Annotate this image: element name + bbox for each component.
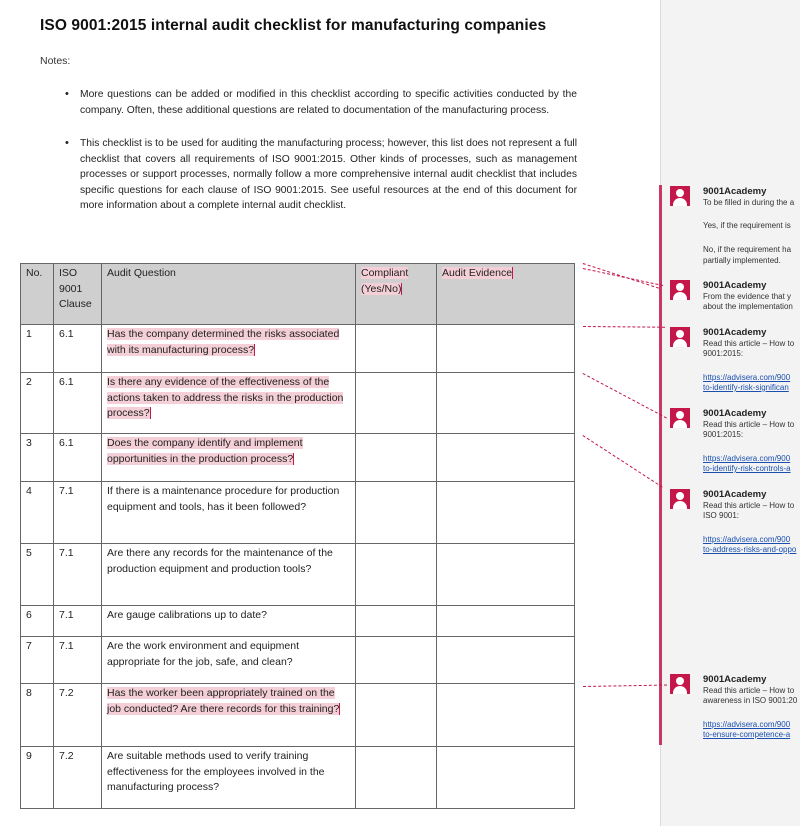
note-item: • This checklist is to be used for auditing the manufacturing process; however, this list does not represent a full checklist that covers all requirements of ISO 9001:2015. Other kinds of processes, such as management processes or support processes, normally follow a more comprehensive internal audit checklist that includes specific questions for each clause of ISO 9001:2015. See useful resources at the end of this document for more information about a complete internal audit checklist. [80, 136, 577, 214]
row-question[interactable]: Are there any records for the maintenance of the production equipment and production tools? [102, 544, 356, 606]
comment-link[interactable]: to-identify-risk-controls-a [703, 464, 791, 473]
header-evidence [437, 264, 575, 325]
header-clause: ISO 9001 Clause [54, 264, 102, 325]
row-no: 1 [21, 325, 54, 373]
header-compliant [356, 264, 437, 325]
compliant-cell[interactable] [356, 373, 437, 434]
evidence-cell[interactable] [437, 637, 575, 684]
comment-author: 9001Academy [703, 408, 767, 419]
comment-author: 9001Academy [703, 674, 767, 685]
evidence-cell[interactable] [437, 325, 575, 373]
comment-text: Read this article – How to [703, 501, 795, 510]
row-no: 2 [21, 373, 54, 434]
question-text: Has the company determined the risks associated with its manufacturing process? [107, 328, 340, 356]
comment-author: 9001Academy [703, 280, 767, 291]
row-no: 4 [21, 482, 54, 544]
table-row [21, 373, 575, 434]
row-no: 9 [21, 747, 54, 809]
comment-link[interactable]: to-address-risks-and-oppo [703, 545, 797, 554]
comment-text: To be filled in during the a [703, 198, 795, 207]
table-row [21, 637, 575, 684]
comment-text: partially implemented. [703, 256, 781, 265]
row-no: 3 [21, 434, 54, 482]
evidence-cell[interactable] [437, 373, 575, 434]
compliant-cell[interactable] [356, 747, 437, 809]
row-clause: 6.1 [54, 373, 102, 434]
row-question[interactable]: If there is a maintenance procedure for production equipment and tools, has it been followed? [102, 482, 356, 544]
comment-text: ISO 9001: [703, 511, 740, 520]
comment[interactable] [670, 327, 800, 397]
row-clause: 7.2 [54, 747, 102, 809]
comment-text: No, if the requirement ha [703, 245, 792, 254]
compliant-cell[interactable] [356, 606, 437, 637]
avatar [670, 186, 690, 206]
comment-text: 9001:2015: [703, 349, 744, 358]
comment-author: 9001Academy [703, 327, 767, 338]
header-no: No. [21, 264, 54, 325]
avatar [670, 674, 690, 694]
comment-link[interactable]: to-identify-risk-significan [703, 383, 789, 392]
row-clause: 7.1 [54, 637, 102, 684]
avatar [670, 408, 690, 428]
comment-text: Read this article – How to [703, 686, 795, 695]
table-row [21, 606, 575, 637]
table-row [21, 747, 575, 809]
row-question[interactable]: Are suitable methods used to verify training effectiveness for the employees involved in the manufacturing process? [102, 747, 356, 809]
header-compliant-label: Compliant (Yes/No) [361, 267, 409, 295]
row-question[interactable] [102, 373, 356, 434]
row-no: 7 [21, 637, 54, 684]
comments-pane-marker [659, 185, 662, 745]
question-text: Has the worker been appropriately trained on the job conducted? Are there records for this training? [107, 687, 340, 715]
comment-text: Yes, if the requirement is [703, 221, 791, 230]
comment-text: Read this article – How to [703, 420, 795, 429]
evidence-cell[interactable] [437, 544, 575, 606]
table-row [21, 482, 575, 544]
comment-author: 9001Academy [703, 489, 767, 500]
comment-link[interactable]: https://advisera.com/900 [703, 454, 791, 463]
table-row [21, 544, 575, 606]
header-question: Audit Question [102, 264, 356, 325]
row-clause: 6.1 [54, 325, 102, 373]
comment[interactable] [670, 186, 800, 268]
comment-text: 9001:2015: [703, 430, 744, 439]
comment-link[interactable]: to-ensure-competence-a [703, 730, 791, 739]
evidence-cell[interactable] [437, 684, 575, 747]
question-text: Does the company identify and implement opportunities in the production process? [107, 437, 303, 465]
table-row [21, 684, 575, 747]
compliant-cell[interactable] [356, 434, 437, 482]
comment-link[interactable]: https://advisera.com/900 [703, 720, 791, 729]
table-row [21, 325, 575, 373]
audit-checklist-table [20, 263, 575, 809]
comment[interactable] [670, 674, 800, 746]
row-clause: 6.1 [54, 434, 102, 482]
compliant-cell[interactable] [356, 684, 437, 747]
evidence-cell[interactable] [437, 747, 575, 809]
row-no: 6 [21, 606, 54, 637]
compliant-cell[interactable] [356, 482, 437, 544]
row-clause: 7.2 [54, 684, 102, 747]
notes-label: Notes: [40, 55, 71, 67]
evidence-cell[interactable] [437, 606, 575, 637]
row-clause: 7.1 [54, 606, 102, 637]
row-clause: 7.1 [54, 544, 102, 606]
comment-text: awareness in ISO 9001:20 [703, 696, 798, 705]
comment-text: From the evidence that y [703, 292, 792, 301]
row-question[interactable]: Are gauge calibrations up to date? [102, 606, 356, 637]
compliant-cell[interactable] [356, 325, 437, 373]
row-question[interactable] [102, 434, 356, 482]
comment[interactable] [670, 489, 800, 559]
comment-link[interactable]: https://advisera.com/900 [703, 535, 791, 544]
table-header-row [21, 264, 575, 325]
comment-author: 9001Academy [703, 186, 767, 197]
table-row [21, 434, 575, 482]
comment[interactable] [670, 408, 800, 478]
header-evidence-label: Audit Evidence [442, 267, 513, 279]
row-question[interactable] [102, 325, 356, 373]
compliant-cell[interactable] [356, 637, 437, 684]
row-no: 5 [21, 544, 54, 606]
page-title: ISO 9001:2015 internal audit checklist for manufacturing companies [40, 17, 547, 34]
row-no: 8 [21, 684, 54, 747]
row-question[interactable]: Are the work environment and equipment appropriate for the job, safe, and clean? [102, 637, 356, 684]
comment-link[interactable]: https://advisera.com/900 [703, 373, 791, 382]
row-question[interactable] [102, 684, 356, 747]
note-item: • More questions can be added or modified in this checklist according to specific activities conducted by the company. Often, these additional questions are related to documentation of the manufacturing process. [80, 87, 577, 118]
compliant-cell[interactable] [356, 544, 437, 606]
question-text: Is there any evidence of the effectiveness of the actions taken to address the risks in the production process? [107, 376, 344, 419]
evidence-cell[interactable] [437, 434, 575, 482]
avatar [670, 327, 690, 347]
avatar [670, 280, 690, 300]
evidence-cell[interactable] [437, 482, 575, 544]
comment[interactable] [670, 280, 800, 320]
avatar [670, 489, 690, 509]
comment-text: Read this article – How to [703, 339, 795, 348]
comment-text: about the implementation [703, 302, 793, 311]
row-clause: 7.1 [54, 482, 102, 544]
